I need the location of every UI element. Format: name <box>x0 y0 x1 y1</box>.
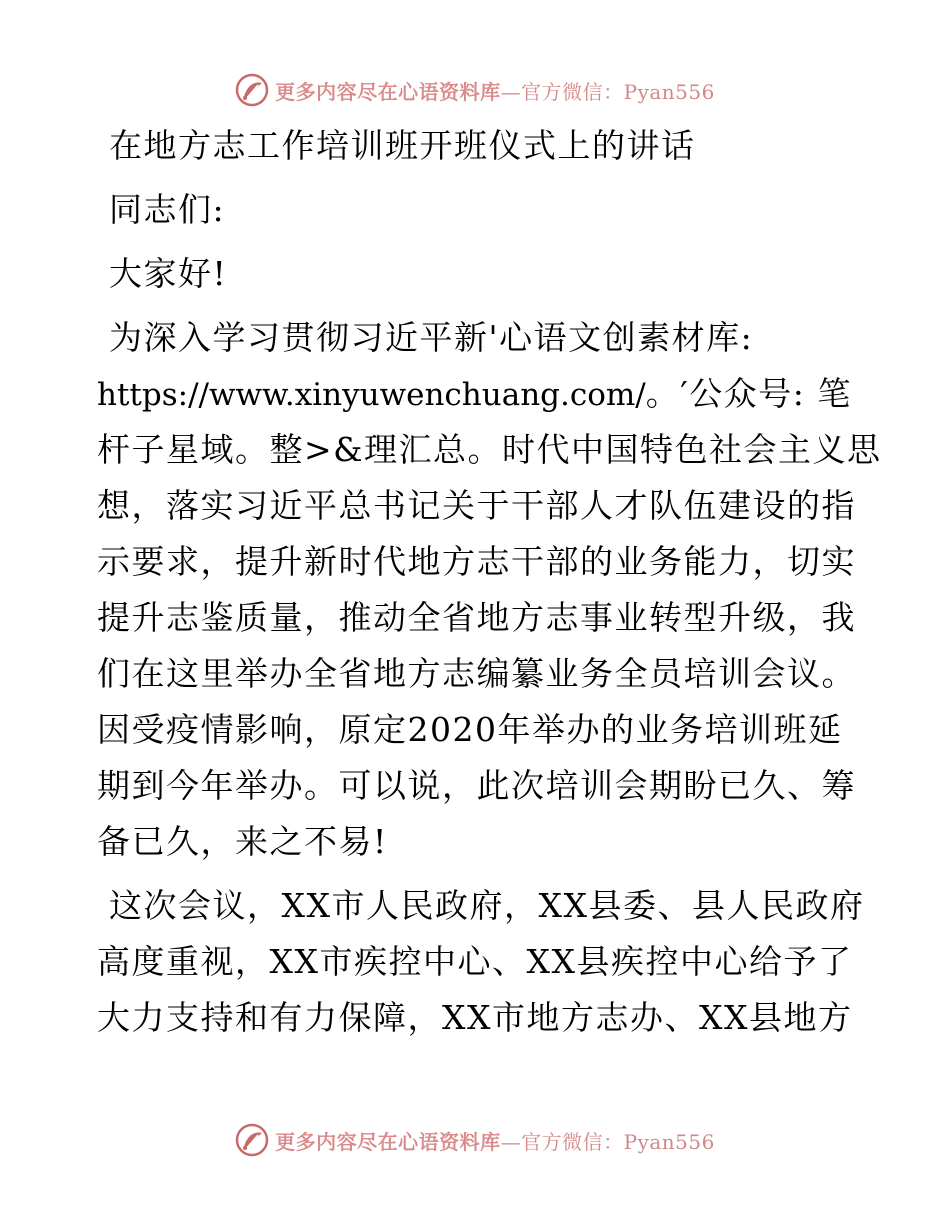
paragraph-line <box>97 366 857 422</box>
banner-inner <box>235 1123 715 1157</box>
paragraph-line: 这次会议，XX市人民政府，XX县委、县人民政府 <box>109 886 865 925</box>
greeting: 大家好! <box>109 254 228 293</box>
paragraph-line: 高度重视，XX市疾控中心、XX县疾控中心给予了 <box>97 942 853 981</box>
document-title: 在地方志工作培训班开班仪式上的讲话 <box>109 126 696 165</box>
paragraph-line: 想，落实习近平总书记关于干部人才队伍建设的指 <box>97 486 856 525</box>
paragraph-line-rest: 。′公众号: 笔 <box>645 374 852 413</box>
banner-main-text: 更多内容尽在心语资料库 <box>275 79 501 104</box>
paragraph-line: 备已久，来之不易! <box>97 822 388 861</box>
brand-logo-icon <box>235 1123 269 1157</box>
paragraph-line: 提升志鉴质量，推动全省地方志事业转型升级，我 <box>97 598 856 637</box>
banner-text <box>275 76 715 105</box>
paragraph-line: 期到今年举办。可以说，此次培训会期盼已久、筹 <box>97 766 856 805</box>
paragraph-line: 因受疫情影响，原定2020年举办的业务培训班延 <box>97 710 843 749</box>
banner-inner <box>235 73 715 107</box>
paragraph-2 <box>97 878 865 1046</box>
paragraph-line: 示要求，提升新时代地方志干部的业务能力，切实 <box>97 542 856 581</box>
paragraph-1 <box>97 310 882 870</box>
header-watermark-banner <box>0 70 950 110</box>
banner-text <box>275 1126 715 1155</box>
banner-main-text: 更多内容尽在心语资料库 <box>275 1129 501 1154</box>
paragraph-line: 大力支持和有力保障，XX市地方志办、XX县地方 <box>97 998 853 1037</box>
footer-watermark-banner <box>0 1120 950 1160</box>
banner-wechat-text: —官方微信：Pyan556 <box>500 1129 715 1154</box>
paragraph-line: 们在这里举办全省地方志编纂业务全员培训会议。 <box>97 654 856 693</box>
paragraph-line: 杆子星域。整>&理汇总。时代中国特色社会主义思 <box>97 430 882 469</box>
document-body <box>97 118 882 1046</box>
banner-wechat-text: —官方微信：Pyan556 <box>500 79 715 104</box>
salutation: 同志们: <box>109 190 226 229</box>
paragraph-line: 为深入学习贯彻习近平新'心语文创素材库: <box>109 318 754 357</box>
website-url-text: https://www.xinyuwenchuang.com/ <box>97 377 646 413</box>
brand-logo-icon <box>235 73 269 107</box>
